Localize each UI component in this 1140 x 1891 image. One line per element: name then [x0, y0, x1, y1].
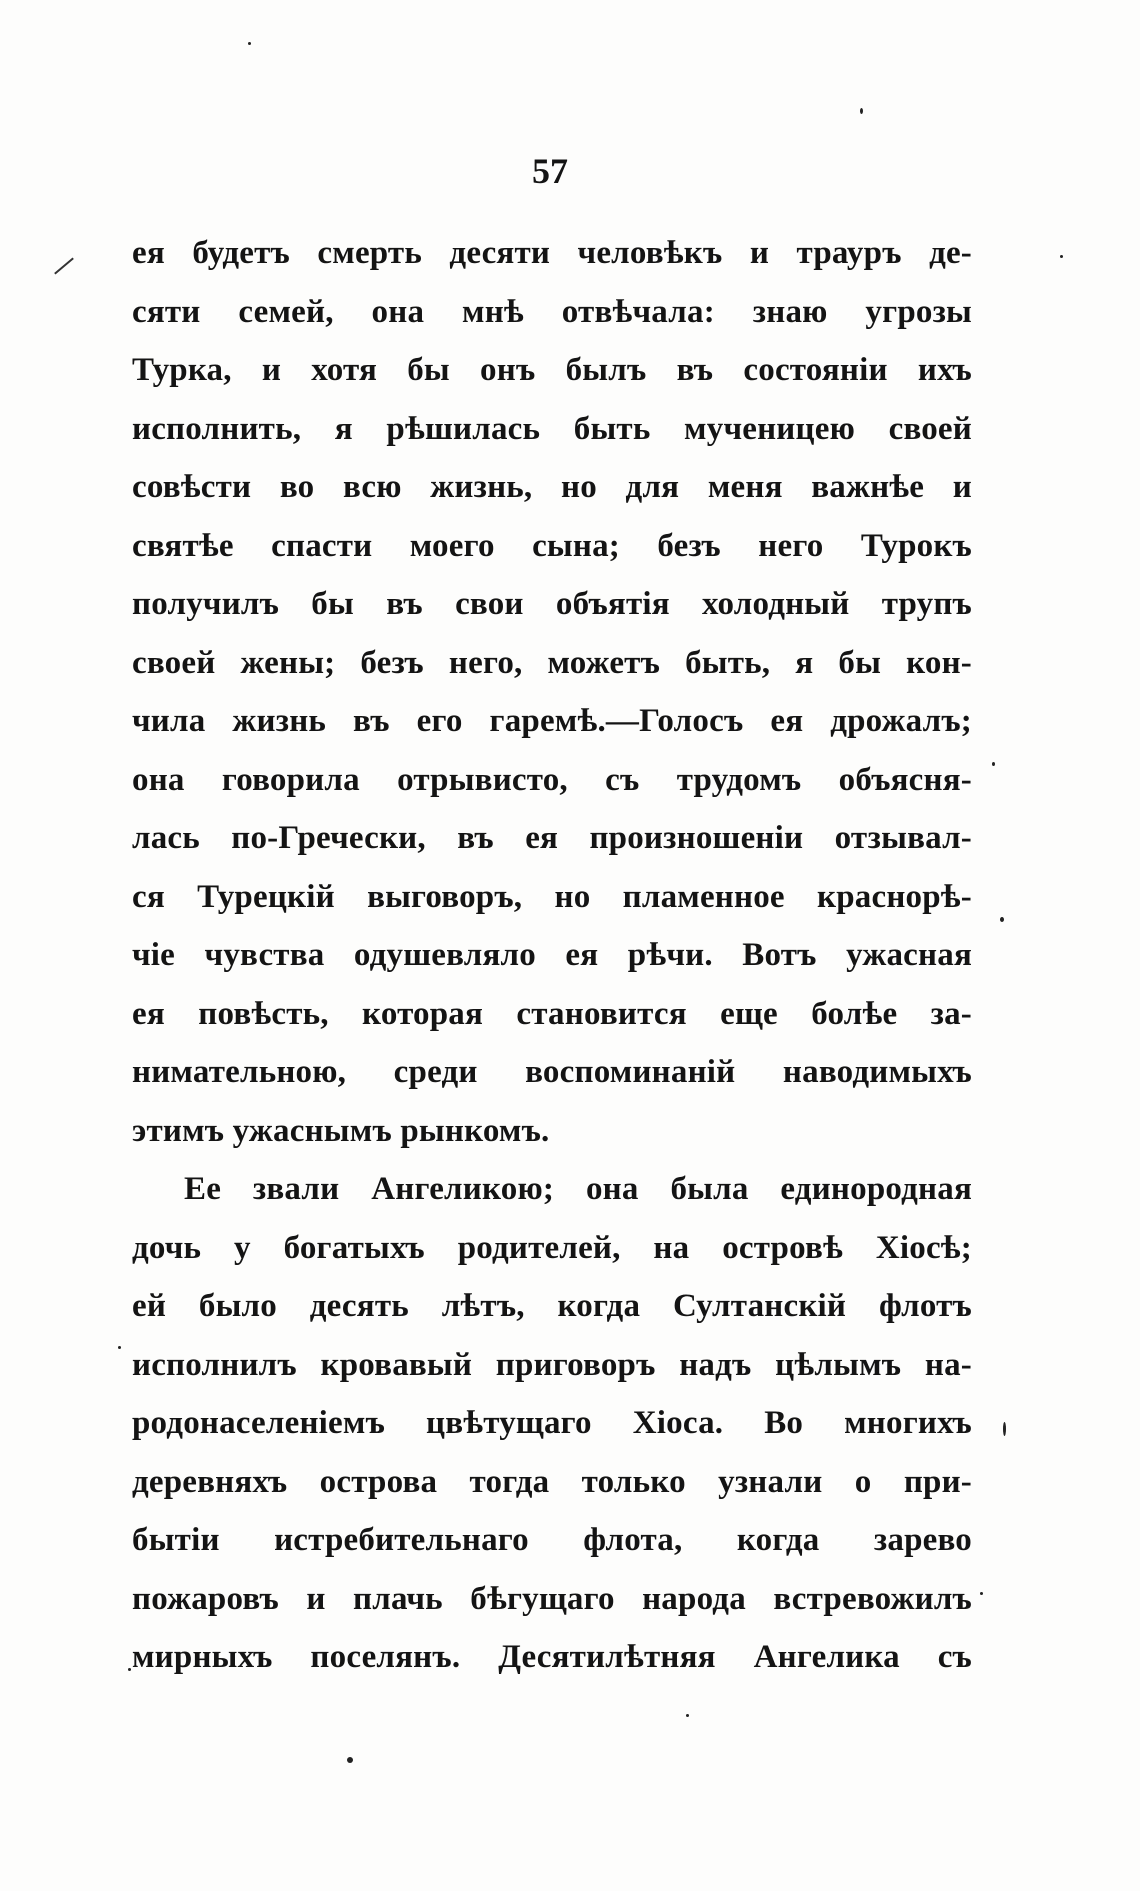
scan-speck: [347, 1757, 353, 1763]
scan-speck: [118, 1346, 121, 1349]
text-line: чила жизнь въ его гаремѣ.—Голосъ ея дрожалъ;: [132, 703, 972, 739]
scan-speck: [248, 42, 251, 45]
text-line: чіе чувства одушевляло ея рѣчи. Вотъ ужасная: [132, 937, 972, 973]
text-line: дочь у богатыхъ родителей, на островѣ Хіосѣ;: [132, 1229, 972, 1266]
text-line: мирныхъ поселянъ. Десятилѣтняя Ангелика съ: [132, 1639, 972, 1675]
text-line: нимательною, среди воспоминаній наводимыхъ: [132, 1054, 972, 1090]
scan-speck: [1003, 1422, 1006, 1436]
scan-speck: [128, 1668, 131, 1671]
scan-speck: [1000, 917, 1004, 922]
text-line: совѣсти во всю жизнь, но для меня важнѣе и: [132, 469, 972, 505]
text-line: сяти семей, она мнѣ отвѣчала: знаю угрозы: [132, 293, 972, 330]
text-line: родонаселеніемъ цвѣтущаго Хіоса. Во многихъ: [132, 1405, 972, 1441]
text-line: исполнить, я рѣшилась быть мученицею своей: [132, 410, 972, 447]
body-text: [132, 224, 972, 1687]
text-line: ей было десять лѣтъ, когда Султанскій флотъ: [132, 1288, 972, 1324]
text-line: лась по-Гречески, въ ея произношеніи отзывал-: [132, 820, 972, 856]
text-line: своей жены; безъ него, можетъ быть, я бы кон-: [132, 644, 972, 681]
text-line: бытіи истребительнаго флота, когда зарево: [132, 1522, 972, 1558]
text-line: пожаровъ и плачь бѣгущаго народа встревожилъ: [132, 1580, 972, 1617]
scan-mark: [54, 258, 74, 275]
page-number: 57: [532, 151, 568, 191]
text-line: получилъ бы въ свои объятія холодный трупъ: [132, 586, 972, 622]
text-line: ея повѣсть, которая становится еще болѣе за-: [132, 995, 972, 1032]
scan-speck: [992, 762, 995, 766]
paragraph-last-line: этимъ ужаснымъ рынкомъ.: [132, 1112, 550, 1149]
paragraph-first-line: Ее звали Ангеликою; она была единородная: [184, 1171, 972, 1207]
scan-speck: [686, 1714, 689, 1717]
text-line: она говорила отрывисто, съ трудомъ объясня-: [132, 761, 972, 798]
text-line: Турка, и хотя бы онъ былъ въ состояніи ихъ: [132, 352, 972, 388]
text-line: ся Турецкій выговоръ, но пламенное краснорѣ-: [132, 878, 972, 915]
scan-speck: [860, 108, 863, 114]
scan-speck: [980, 1592, 983, 1595]
scan-speck: [1060, 255, 1063, 258]
text-line: ея будетъ смерть десяти человѣкъ и трауръ де-: [132, 235, 972, 271]
text-line: деревняхъ острова тогда только узнали о при-: [132, 1463, 972, 1500]
text-line: исполнилъ кровавый приговоръ надъ цѣлымъ на-: [132, 1346, 972, 1383]
text-line: святѣе спасти моего сына; безъ него Турокъ: [132, 527, 972, 564]
